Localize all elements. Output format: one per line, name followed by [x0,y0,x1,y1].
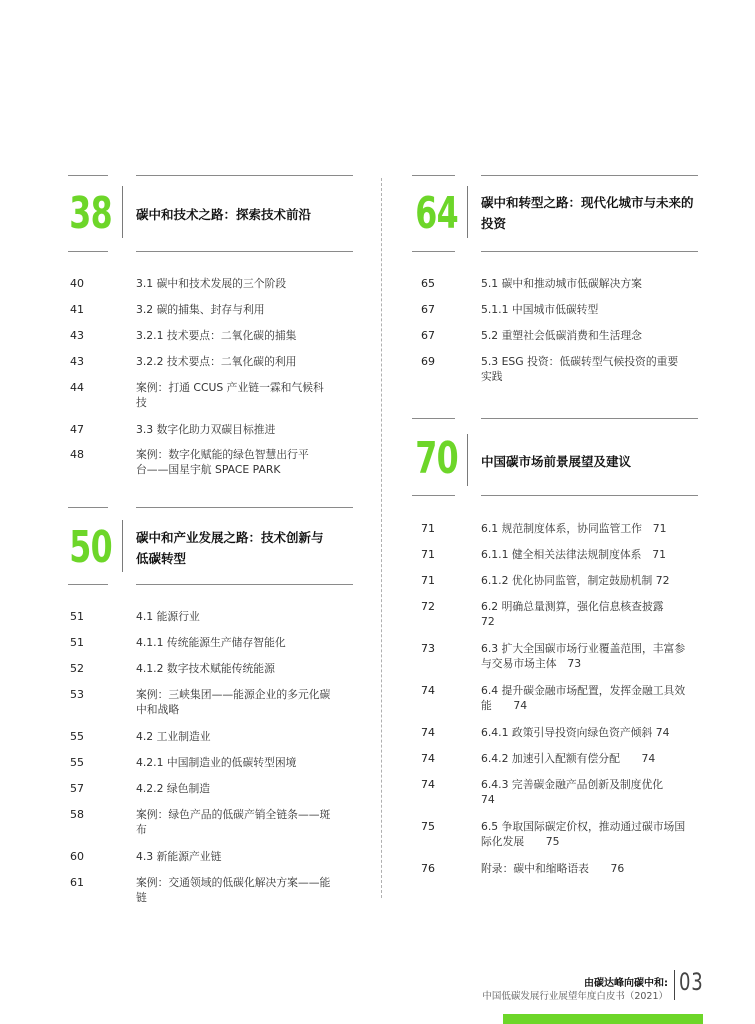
toc-entry-title [481,599,699,629]
toc-entry-title [481,328,699,343]
toc-entry-line: 6.1.1 健全相关法律法规制度体系 71 [481,548,667,561]
toc-entry-title [136,781,354,796]
toc-page-number: 47 [70,423,84,436]
toc-entry-title [136,661,354,676]
rule [68,584,108,585]
toc-entry-line: 5.2 重塑社会低碳消费和生活理念 [481,329,642,342]
toc-entry-line: 3.1 碳中和技术发展的三个阶段 [136,277,287,290]
toc-entry-title [481,725,699,740]
toc-entry-line: 6.2 明确总量测算，强化信息核查披露 [481,600,664,613]
accent-strip [503,1014,703,1024]
rule [412,251,455,252]
toc-page-number: 71 [421,548,435,561]
toc-page-number: 74 [421,726,435,739]
section-title [481,451,631,472]
toc-entry-line: 实践 [481,370,503,383]
toc-entry-title [136,849,354,864]
toc-entry-line: 案例：绿色产品的低碳产销全链条——斑 [136,808,331,821]
toc-entry-line: 案例：数字化赋能的绿色智慧出行平 [136,448,309,461]
toc-entry-title [481,861,699,876]
rule [412,175,455,176]
toc-page-number: 74 [421,684,435,697]
toc-entry-line: 5.1.1 中国城市低碳转型 [481,303,599,316]
toc-entry-line: 4.3 新能源产业链 [136,850,222,863]
toc-entry-line: 6.1.2 优化协同监管，制定鼓励机制 72 [481,574,670,587]
toc-entry-title [481,777,699,807]
toc-page-number: 52 [70,662,84,675]
rule [481,251,698,252]
toc-entry-title [481,573,699,588]
toc-entry-title [136,875,354,905]
toc-page-number: 48 [70,448,84,461]
toc-page-number: 65 [421,277,435,290]
toc-entry-line: 74 [481,793,495,806]
toc-entry-title [481,354,699,384]
toc-entry-title [136,807,354,837]
toc-page-number: 43 [70,355,84,368]
toc-page-number: 71 [421,574,435,587]
toc-page-number: 73 [421,642,435,655]
toc-entry-line: 4.1 能源行业 [136,610,200,623]
rule [136,507,353,508]
toc-entry-line: 6.4.2 加速引入配额有偿分配 74 [481,752,656,765]
toc-page-number: 76 [421,862,435,875]
toc-entry-title [136,635,354,650]
toc-entry-title [481,276,699,291]
toc-page-number: 57 [70,782,84,795]
toc-entry-line: 5.3 ESG 投资：低碳转型气候投资的重要 [481,355,679,368]
toc-page-number: 71 [421,522,435,535]
toc-entry-line: 链 [136,891,147,904]
section-number: 50 [69,522,112,573]
toc-entry-line: 6.5 争取国际碳定价权，推动通过碳市场国 [481,820,686,833]
toc-entry-line: 案例：打通 CCUS 产业链一霖和气候科 [136,381,324,394]
toc-entry-line: 3.2.1 技术要点：二氧化碳的捕集 [136,329,297,342]
tick [467,186,468,238]
toc-entry-title [136,380,354,410]
toc-entry-title [481,819,699,849]
toc-entry-line: 布 [136,823,147,836]
toc-entry-line: 中和战略 [136,703,180,716]
toc-entry-title [136,687,354,717]
toc-entry-line: 案例：交通领域的低碳化解决方案——能 [136,876,331,889]
column-divider [381,178,382,898]
toc-entry-line: 技 [136,396,147,409]
toc-page-number: 72 [421,600,435,613]
toc-page-number: 75 [421,820,435,833]
section-title-line: 碳中和转型之路：现代化城市与未来的 [481,195,694,210]
toc-page-number: 67 [421,303,435,316]
section-title [481,192,694,234]
toc-page-number: 58 [70,808,84,821]
toc-page-number: 74 [421,778,435,791]
toc-entry-line: 6.4.3 完善碳金融产品创新及制度优化 [481,778,664,791]
section-title [136,527,324,569]
rule [412,495,455,496]
toc-entry-line: 4.2.1 中国制造业的低碳转型困境 [136,756,297,769]
toc-page-number: 43 [70,329,84,342]
toc-entry-title [136,755,354,770]
toc-entry-line: 3.2.2 技术要点：二氧化碳的利用 [136,355,297,368]
toc-entry-title [136,729,354,744]
section-number: 64 [415,188,458,239]
tick [122,186,123,238]
rule [481,175,698,176]
toc-page-number: 53 [70,688,84,701]
toc-page-number: 55 [70,730,84,743]
toc-page-number: 69 [421,355,435,368]
toc-entry-title [481,751,699,766]
rule [136,584,353,585]
section-title-line: 碳中和产业发展之路：技术创新与 [136,530,324,545]
toc-entry-title [136,276,354,291]
section-number: 70 [415,433,458,484]
toc-entry-title [481,641,699,671]
toc-page-number: 74 [421,752,435,765]
rule [481,418,698,419]
toc-entry-line: 3.3 数字化助力双碳目标推进 [136,423,276,436]
toc-page-number: 55 [70,756,84,769]
toc-entry-line: 4.1.2 数字技术赋能传统能源 [136,662,275,675]
toc-entry-line: 台——国星宇航 SPACE PARK [136,463,281,476]
toc-entry-line: 案例：三峡集团——能源企业的多元化碳 [136,688,331,701]
toc-entry-line: 6.1 规范制度体系，协同监管工作 71 [481,522,667,535]
toc-page-number: 51 [70,636,84,649]
rule [136,175,353,176]
toc-entry-title [136,302,354,317]
toc-entry-title [136,328,354,343]
toc-entry-line: 3.2 碳的捕集、封存与利用 [136,303,265,316]
rule [412,418,455,419]
toc-entry-line: 4.2.2 绿色制造 [136,782,211,795]
toc-entry-title [481,547,699,562]
section-title [136,204,311,225]
toc-page-number: 40 [70,277,84,290]
rule [68,507,108,508]
toc-page-number: 67 [421,329,435,342]
footer-subtitle: 中国低碳发展行业展望年度白皮书（2021） [482,991,668,1002]
toc-entry-line: 5.1 碳中和推动城市低碳解决方案 [481,277,642,290]
tick [467,434,468,486]
toc-entry-line: 能 74 [481,699,528,712]
toc-entry-line: 与交易市场主体 73 [481,657,582,670]
toc-page-number: 44 [70,381,84,394]
page-number: 03 [679,968,704,996]
section-number: 38 [69,188,112,239]
toc-entry-title [136,422,354,437]
section-title-line: 投资 [481,216,507,231]
toc-entry-title [481,302,699,317]
toc-entry-line: 72 [481,615,495,628]
toc-entry-title [481,683,699,713]
rule [68,175,108,176]
section-title-line: 中国碳市场前景展望及建议 [481,454,632,469]
toc-page-number: 61 [70,876,84,889]
toc-page-number: 51 [70,610,84,623]
toc-entry-line: 4.1.1 传统能源生产储存智能化 [136,636,286,649]
toc-entry-line: 4.2 工业制造业 [136,730,211,743]
rule [136,251,353,252]
rule [481,495,698,496]
footer-divider [674,970,675,1000]
toc-entry-title [136,447,354,477]
toc-entry-line: 6.4 提升碳金融市场配置，发挥金融工具效 [481,684,686,697]
toc-entry-line: 6.4.1 政策引导投资向绿色资产倾斜 74 [481,726,670,739]
toc-entry-line: 附录：碳中和缩略语表 76 [481,862,625,875]
toc-entry-title [481,521,699,536]
section-title-line: 碳中和技术之路：探索技术前沿 [136,207,312,222]
toc-entry-line: 际化发展 75 [481,835,560,848]
rule [68,251,108,252]
footer-title: 由碳达峰向碳中和: [584,978,668,989]
toc-entry-title [136,354,354,369]
toc-entry-line: 6.3 扩大全国碳市场行业覆盖范围，丰富参 [481,642,686,655]
toc-page-number: 60 [70,850,84,863]
toc-page-number: 41 [70,303,84,316]
toc-entry-title [136,609,354,624]
tick [122,520,123,572]
section-title-line: 低碳转型 [136,551,187,566]
